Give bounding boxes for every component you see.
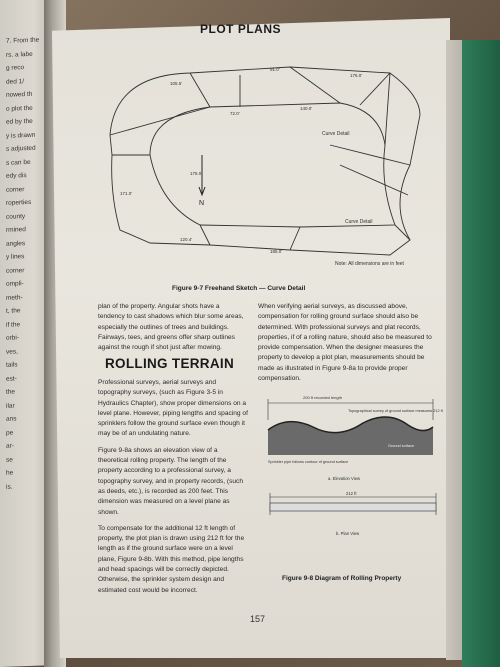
left-page-fragment: t, the: [6, 307, 21, 315]
left-page-fragment: o plot the: [6, 104, 33, 113]
left-page-fragment: y lines: [6, 253, 25, 261]
left-page-fragment: edy dis: [6, 172, 27, 180]
svg-text:175.0': 175.0': [190, 171, 203, 176]
left-page-fragment: est-: [6, 374, 17, 383]
left-page-fragment: g reco: [6, 64, 25, 72]
survey-label: Topographical survey of ground surface measures 212 ft: [348, 409, 443, 413]
svg-text:140.0': 140.0': [300, 106, 313, 111]
figure-9-7-caption: Figure 9-7 Freehand Sketch — Curve Detail: [172, 285, 306, 292]
svg-text:176.0': 176.0': [350, 73, 363, 78]
curve-label-1: Curve Detail: [322, 131, 350, 137]
left-column-intro: [98, 302, 248, 359]
paragraph-2: Figure 9-8a shows an elevation view of a theoretical rolling property. The length of the property according to a professional survey, a topography survey, and in property records, (such as deeds, etc.), is recorded as 200 feet. This dimension was measured on a level plane as shown.: [98, 446, 244, 516]
left-page-fragment: se: [6, 456, 13, 464]
svg-text:120.4': 120.4': [180, 237, 193, 242]
paragraph-3: To compensate for the additional 12 ft length of property, the plot plan is drawn using 212 ft for the length as if the ground surface were on a level plane, Figure 9-8b. With this method, pipe lengths and head spacings will be correctly depicted. Otherwise, the sprinkler system design and estimated cost would be incorrect.: [98, 524, 245, 594]
section-heading: ROLLING TERRAIN: [105, 356, 234, 371]
left-page-fragment: he: [6, 469, 14, 477]
left-page-fragment: s can be: [6, 158, 31, 167]
left-page-fragment: rmined: [6, 226, 26, 234]
north-label: N: [199, 200, 205, 207]
intro-paragraph: plan of the property. Angular shots have a tendency to cast shadows which blur some areas, especially the outlines of trees and buildings. Fairways, tees, and greens offer sharp outlines against the rough if shot just after mowing.: [98, 303, 244, 352]
elevation-view-label: a. Elevation View: [328, 476, 361, 481]
left-page-fragment: corner: [6, 266, 25, 275]
left-page-fragment: the: [6, 388, 16, 396]
book-cover: [462, 40, 500, 667]
curve-label-2: Curve Detail: [345, 219, 373, 225]
left-page-fragment: is.: [6, 483, 13, 491]
paragraph-1: Professional surveys, aerial surveys and topography surveys, (such as Figure 3-5 in Hydraulics Chapter), show proper dimensions on a level plane. However, piping lengths and spacing of sprinklers follow the ground surface even though it may be of an undulating nature.: [98, 379, 248, 438]
right-column: [258, 302, 438, 390]
svg-text:171.0': 171.0': [120, 191, 133, 196]
left-page-fragment: y is drawn: [6, 131, 36, 140]
left-page-fragment: ded 1/: [6, 77, 25, 86]
figure-9-8-diagram: [258, 385, 448, 570]
left-page-fragment: corner: [6, 185, 25, 194]
plan-view-label: b. Plan View: [336, 531, 360, 536]
svg-text:185.0': 185.0': [270, 249, 283, 254]
left-page-fragment: s adjusted: [6, 144, 36, 153]
left-column-body: [98, 378, 248, 602]
figure-note: Note: All dimensions are in feet: [335, 261, 404, 267]
left-page-fragment: pe: [6, 429, 14, 437]
left-page-fragment: ves,: [6, 347, 18, 356]
svg-text:105.5': 105.5': [170, 81, 183, 86]
figure-9-7-sketch: [90, 55, 450, 280]
left-page-fragment: ed by the: [6, 117, 33, 126]
ground-label: Ground surface: [388, 444, 415, 448]
left-page-fragment: ompli-: [6, 280, 24, 288]
page-header: PLOT PLANS: [200, 22, 282, 36]
figure-9-8-caption: Figure 9-8 Diagram of Rolling Property: [282, 575, 402, 582]
left-page-fragment: angles: [6, 239, 26, 248]
left-page-fragment: orbi-: [6, 334, 20, 342]
left-page-fragment: ans: [6, 415, 17, 423]
recorded-length-label: 200 ft recorded length: [303, 395, 342, 400]
left-page-fragment: ilar: [6, 401, 15, 410]
left-page-fragment: 7. From the: [6, 36, 40, 45]
svg-text:91.0': 91.0': [270, 67, 280, 72]
plan-length-label: 212 ft: [346, 491, 357, 496]
left-page-fragment: roperties: [6, 198, 32, 207]
left-page-fragment: ar-: [6, 442, 14, 450]
left-page-fragment: nowed th: [6, 90, 33, 99]
page-number: 157: [250, 614, 266, 624]
left-page-fragment: if the: [6, 320, 21, 329]
left-page-fragment: tails: [6, 361, 18, 369]
left-page-fragment: meth-: [6, 293, 23, 302]
right-paragraph: When verifying aerial surveys, as discussed above, compensation for rolling ground surface should also be determined. With professional surveys and plat records, properties, if of a rolling nature, should also be measured to provide compensation. When the designer measures the property to develop a plot plan, measurements should be made as illustrated in Figure 9-8a to provide proper compensation.: [258, 303, 432, 383]
left-page-fragment: rs. a labe: [6, 50, 33, 59]
svg-text:72.0': 72.0': [230, 111, 240, 116]
left-page-fragment: county: [6, 212, 26, 221]
pipe-label: Sprinkler pipe follows contour of ground surface: [268, 460, 349, 464]
